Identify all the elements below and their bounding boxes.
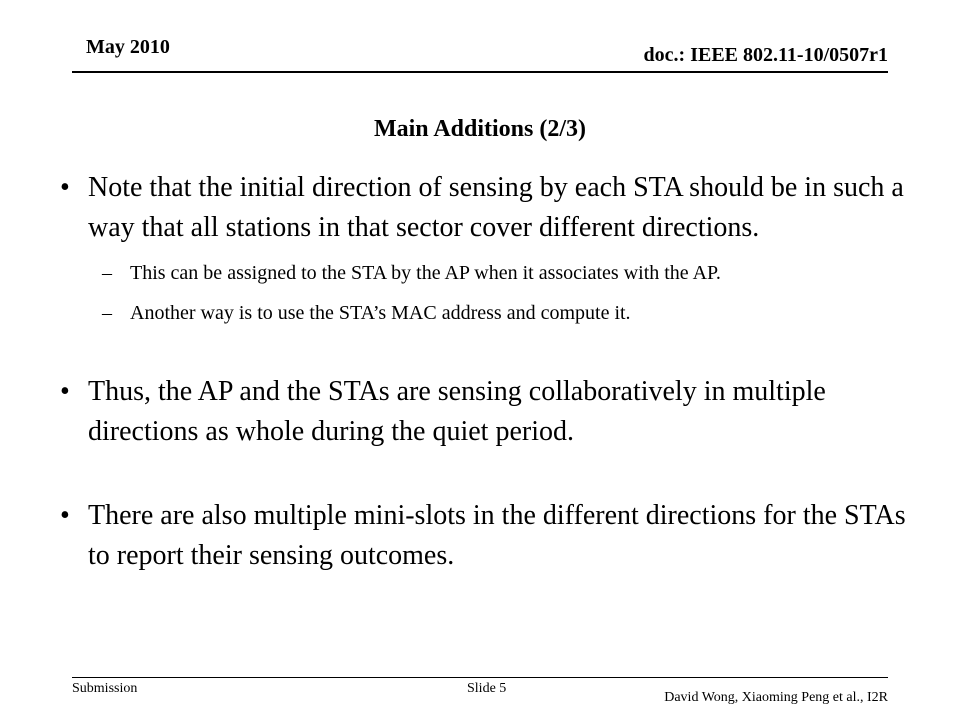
sub-bullet-text: This can be assigned to the STA by the AP when it associates with the AP.	[130, 262, 721, 284]
footer-authors: David Wong, Xiaoming Peng et al., I2R	[664, 690, 888, 705]
bullet-item	[60, 372, 910, 452]
dash-icon: –	[102, 302, 112, 324]
bullet-item	[60, 496, 910, 576]
slide-title: Main Additions (2/3)	[373, 116, 587, 142]
footer-slide-number: Slide 5	[467, 681, 507, 696]
header-doc-id: doc.: IEEE 802.11-10/0507r1	[643, 44, 888, 66]
bullet-item	[60, 168, 910, 248]
bullet-text: There are also multiple mini-slots in the different directions for the STAs to report their sensing outcomes.	[88, 500, 906, 571]
footer-submission: Submission	[72, 681, 138, 696]
header-date: May 2010	[86, 36, 170, 58]
bullet-text: Thus, the AP and the STAs are sensing collaboratively in multiple directions as whole during the quiet period.	[88, 376, 826, 447]
bullet-text: Note that the initial direction of sensing by each STA should be in such a way that all stations in that sector cover different directions.	[88, 172, 904, 243]
bullet-icon: •	[60, 376, 70, 407]
footer-divider	[72, 677, 888, 678]
sub-bullet-item	[60, 298, 910, 328]
bullet-icon: •	[60, 172, 70, 203]
sub-bullet-item	[60, 258, 910, 288]
slide-body	[60, 168, 910, 576]
sub-bullet-text: Another way is to use the STA’s MAC address and compute it.	[130, 302, 631, 324]
bullet-icon: •	[60, 500, 70, 531]
dash-icon: –	[102, 262, 112, 284]
header-divider	[72, 71, 888, 73]
